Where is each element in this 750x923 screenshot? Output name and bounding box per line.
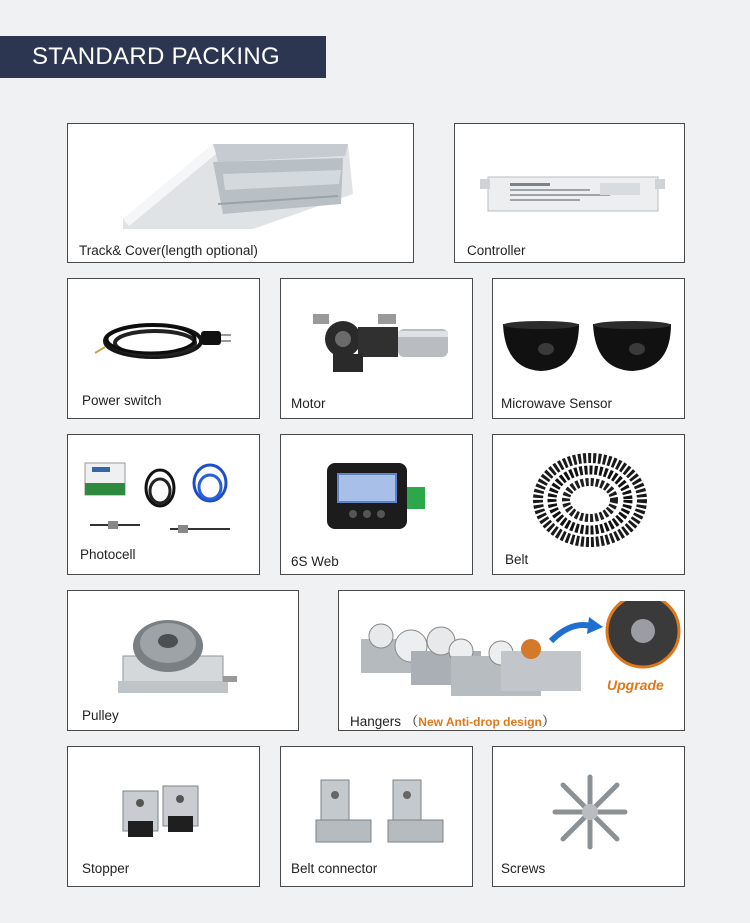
power-cable-image — [93, 309, 243, 379]
hangers-paren-open: （ — [404, 714, 419, 729]
card-belt — [492, 434, 685, 575]
card-6s-web — [280, 434, 473, 575]
pulley-label: Pulley — [82, 708, 119, 723]
card-microwave-sensor — [492, 278, 685, 419]
controller-image — [480, 169, 665, 219]
card-hangers — [338, 590, 685, 731]
card-photocell — [67, 434, 260, 575]
pulley-image — [113, 611, 243, 701]
microwave-sensor-image — [501, 319, 681, 374]
belt-connector-image — [311, 775, 451, 855]
track-cover-image — [113, 134, 373, 234]
card-track-cover — [67, 123, 414, 263]
card-pulley — [67, 590, 299, 731]
6s-web-label: 6S Web — [291, 554, 339, 569]
upgrade-callout: Upgrade — [607, 677, 664, 693]
track-cover-label: Track& Cover(length optional) — [79, 243, 258, 258]
power-switch-label: Power switch — [82, 393, 162, 408]
card-stopper — [67, 746, 260, 887]
microwave-sensor-label: Microwave Sensor — [501, 396, 613, 411]
photocell-image — [80, 453, 250, 538]
section-banner — [0, 36, 326, 78]
card-controller — [454, 123, 685, 263]
hangers-note: New Anti-drop design — [418, 715, 542, 729]
motor-image — [303, 309, 453, 379]
card-motor — [280, 278, 473, 419]
hangers-title: Hangers — [350, 714, 402, 729]
section-title: STANDARD PACKING — [32, 43, 280, 70]
controller-label: Controller — [467, 243, 526, 258]
card-screws — [492, 746, 685, 887]
stopper-label: Stopper — [82, 861, 130, 876]
hangers-paren-close: ） — [541, 714, 556, 729]
motor-label: Motor — [291, 396, 326, 411]
photocell-label: Photocell — [80, 547, 136, 562]
screws-label: Screws — [501, 861, 546, 876]
hangers-label — [350, 710, 555, 730]
6s-web-device-image — [323, 459, 433, 534]
belt-image — [533, 453, 648, 548]
card-power-switch — [67, 278, 260, 419]
belt-label: Belt — [505, 552, 529, 567]
belt-connector-label: Belt connector — [291, 861, 378, 876]
stopper-image — [113, 771, 223, 851]
card-belt-connector — [280, 746, 473, 887]
screws-image — [543, 767, 638, 857]
